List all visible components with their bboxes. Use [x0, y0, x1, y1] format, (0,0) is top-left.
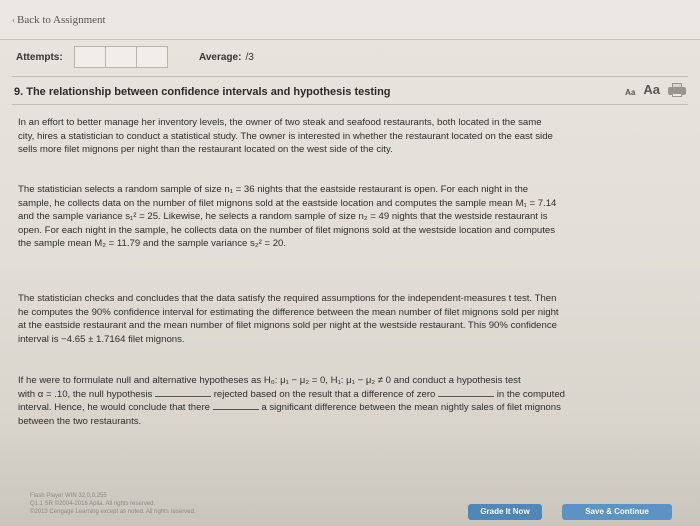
zero-location-dropdown[interactable]	[438, 388, 494, 397]
divider	[12, 104, 688, 105]
save-and-continue-button[interactable]: Save & Continue	[562, 504, 672, 520]
text-line: the sample mean M₂ = 11.79 and the sample variance s₂² = 20.	[18, 238, 287, 249]
text-line	[18, 401, 668, 415]
back-link-label: Back to Assignment	[17, 14, 106, 26]
attempts-row	[12, 46, 692, 70]
text-line: The statistician selects a random sample of size n₁ = 36 nights that the eastside restaurant is open. For each night in the	[18, 184, 529, 195]
text-line: In an effort to better manage her inventory levels, the owner of two steak and seafood restaurants, both located in the same	[18, 117, 542, 128]
average-score	[199, 52, 254, 63]
attempt-box-3	[136, 46, 168, 68]
top-bar	[0, 0, 700, 40]
text-line: between the two restaurants.	[18, 415, 142, 427]
back-to-assignment-link[interactable]	[12, 14, 106, 26]
text-line: The statistician checks and concludes that the data satisfy the required assumptions for the independent-measures t test. Then	[18, 293, 557, 304]
paragraph-intro	[18, 116, 668, 157]
text-segment: rejected based on the result that a difference of zero	[213, 388, 436, 400]
text-segment: interval. Hence, he would conclude that there	[18, 402, 210, 413]
attempt-box-1	[74, 46, 106, 68]
text-line: interval is −4.65 ± 1.7164 filet mignons.	[18, 333, 185, 345]
text-segment: in the computed	[496, 388, 565, 400]
attempt-boxes	[74, 46, 167, 68]
text-line: and the sample variance s₁² = 25. Likewise, he selects a random sample of size n₂ = 49 nights that the westside restaurant is	[18, 211, 548, 222]
text-line: sample, he collects data on the number of filet mignons sold at the eastside location and computes the sample mean M₁ = 7.14	[18, 197, 557, 209]
divider	[12, 76, 688, 77]
footer-line: Q1.1 SR ©2004-2016 Aplia. All rights reserved.	[30, 501, 156, 507]
grade-it-now-button[interactable]: Grade It Now	[468, 504, 542, 520]
attempts-label: Attempts:	[16, 52, 63, 63]
footer-info	[30, 492, 196, 516]
print-icon[interactable]	[668, 83, 686, 97]
attempt-box-2	[105, 46, 137, 68]
text-line: If he were to formulate null and alternative hypotheses as H₀: μ₁ − μ₂ = 0, H₁: μ₁ − μ₂ ≠ 0 and conduct a hypothesis test	[18, 375, 521, 386]
text-tools	[625, 82, 686, 97]
text-line: sells more filet mignons per night than the restaurant located on the west side of the city.	[18, 144, 393, 155]
null-hypothesis-dropdown[interactable]	[155, 388, 211, 397]
font-size-increase-button[interactable]: Aa	[643, 82, 660, 97]
text-line: city, hires a statistician to conduct a statistical study. The owner is interested in whether the restaurant located on the east side	[18, 130, 553, 142]
average-label: Average:	[199, 52, 242, 63]
question-title: 9. The relationship between confidence intervals and hypothesis testing	[14, 86, 391, 98]
footer-line: ©2013 Cengage Learning except as noted. All rights reserved.	[30, 509, 196, 515]
text-line	[18, 388, 668, 402]
text-segment: a significant difference between the mean nightly sales of filet mignons	[261, 402, 561, 413]
footer-line: Flash Player WIN 32,0,0,255	[30, 493, 107, 499]
text-line: he computes the 90% confidence interval for estimating the difference between the mean number of filet mignons sold per night	[18, 306, 559, 318]
paragraph-confidence-interval	[18, 292, 668, 346]
text-line: at the eastside restaurant and the mean number of filet mignons sold per night at the westside restaurant. This 90% confidence	[18, 320, 557, 331]
font-size-decrease-button[interactable]: Aa	[625, 88, 636, 97]
paragraph-hypothesis-test	[18, 374, 668, 428]
text-segment: with α = .10, the null hypothesis	[18, 388, 153, 400]
chevron-left-icon: ‹	[12, 15, 15, 25]
text-line: open. For each night in the sample, he collects data on the number of filet mignons sold at the westside location and computes	[18, 224, 556, 236]
average-value: /3	[245, 52, 254, 63]
conclusion-dropdown[interactable]	[213, 401, 259, 410]
paragraph-samples	[18, 183, 668, 251]
